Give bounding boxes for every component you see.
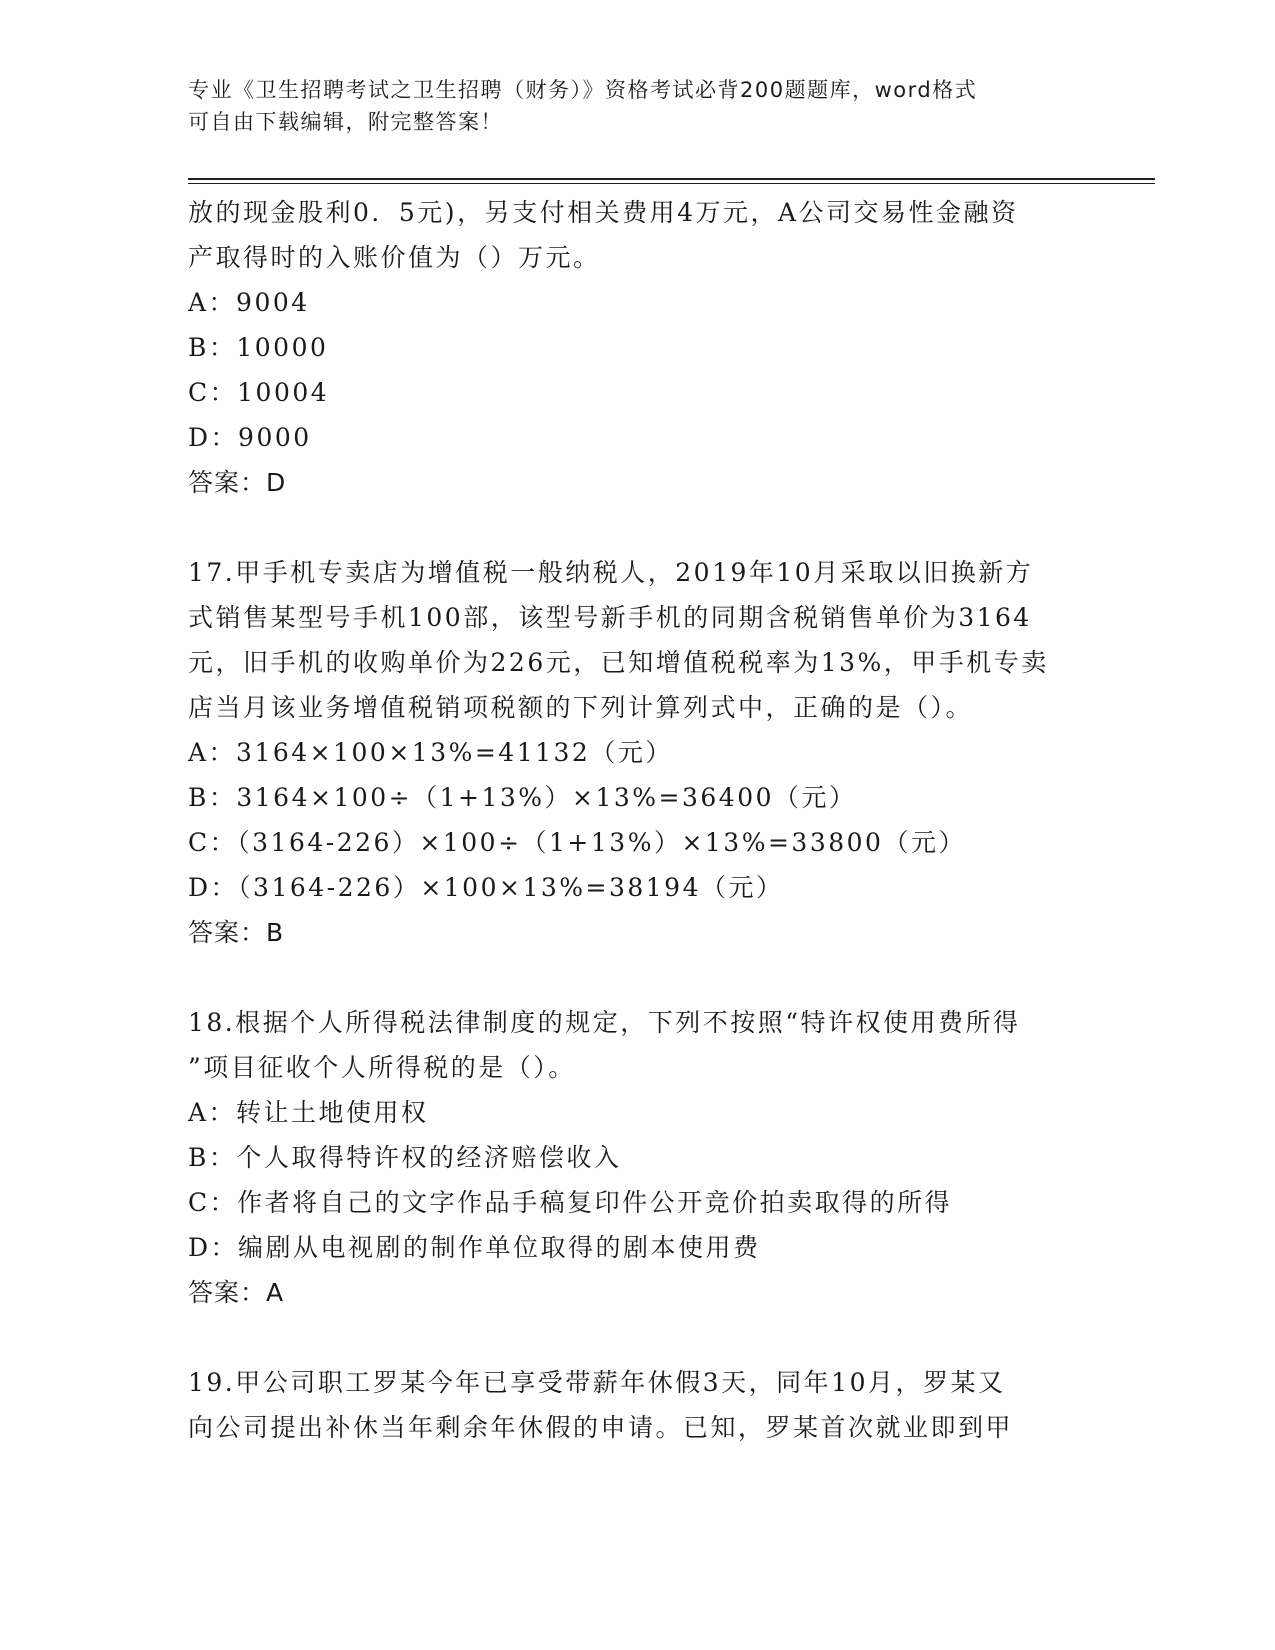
question-stem-line: 17.甲手机专卖店为增值税一般纳税人，2019年10月采取以旧换新方 [188,558,1034,587]
option-d: D：编剧从电视剧的制作单位取得的剧本使用费 [188,1233,761,1262]
question-stem-line: 店当月该业务增值税销项税额的下列计算列式中，正确的是（）。 [188,693,974,722]
option-b: B：3164×100÷（1+13%）×13%=36400（元） [188,783,857,812]
question-stem-line: 产取得时的入账价值为（）万元。 [188,243,601,272]
answer-line: 答案：A [188,1278,285,1307]
document-body [188,190,1108,1450]
option-b: B：10000 [188,333,329,362]
option-a: A：9004 [188,288,310,317]
option-b: B：个人取得特许权的经济赔偿收入 [188,1143,622,1172]
document-header [188,74,1088,138]
option-a: A：3164×100×13%=41132（元） [188,738,673,767]
answer-line: 答案：D [188,468,287,497]
question-stem-line: 19.甲公司职工罗某今年已享受带薪年休假3天，同年10月，罗某又 [188,1368,1006,1397]
question-stem-line: 放的现金股利0．5元)，另支付相关费用4万元，A公司交易性金融资 [188,198,1019,227]
spacer [188,505,1108,550]
spacer [188,1315,1108,1360]
question-stem-line: 向公司提出补休当年剩余年休假的申请。已知，罗某首次就业即到甲 [188,1413,1014,1442]
question-16 [188,190,1108,505]
question-stem-line: 式销售某型号手机100部，该型号新手机的同期含税销售单价为3164 [188,603,1032,632]
option-d: D：9000 [188,423,312,452]
header-divider [188,178,1155,184]
option-c: C：10004 [188,378,330,407]
option-a: A：转让土地使用权 [188,1098,429,1127]
question-19 [188,1360,1108,1450]
option-c: C：作者将自己的文字作品手稿复印件公开竞价拍卖取得的所得 [188,1188,953,1217]
option-c: C：（3164-226）×100÷（1+13%）×13%=33800（元） [188,828,966,857]
spacer [188,955,1108,1000]
question-stem-line: ”项目征收个人所得税的是（）。 [188,1053,576,1082]
header-line-2: 可自由下载编辑，附完整答案！ [188,110,503,134]
question-17 [188,550,1108,955]
question-stem-line: 元，旧手机的收购单价为226元，已知增值税税率为13%，甲手机专卖 [188,648,1049,677]
question-stem-line: 18.根据个人所得税法律制度的规定，下列不按照“特许权使用费所得 [188,1008,1021,1037]
answer-line: 答案：B [188,918,285,947]
option-d: D：（3164-226）×100×13%=38194（元） [188,873,784,902]
header-line-1: 专业《卫生招聘考试之卫生招聘（财务）》资格考试必背200题题库，word格式 [188,78,978,102]
question-18 [188,1000,1108,1315]
